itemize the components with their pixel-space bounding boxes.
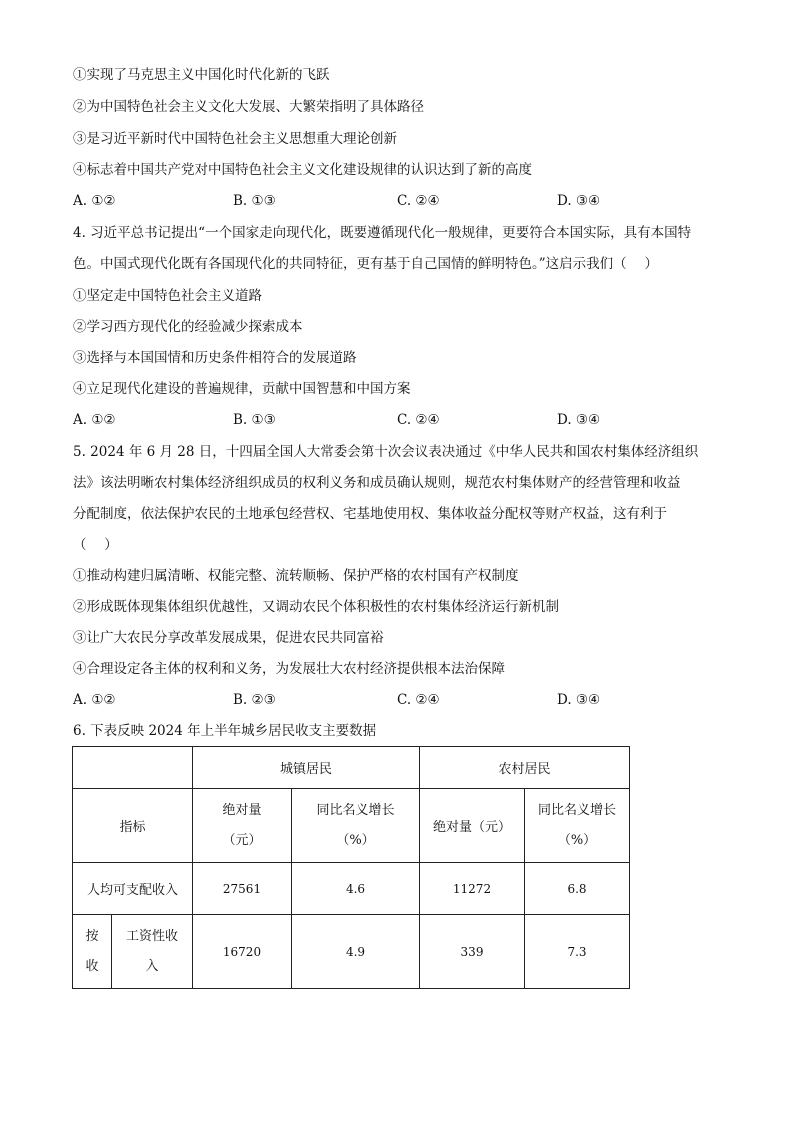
q5-stem-line-4: （ ）: [73, 537, 118, 553]
q5-item-3: ③让广大农民分享改革发展成果，促进农民共同富裕: [73, 630, 384, 646]
table-col-urban-growth: [292, 789, 420, 863]
table-col-rural-abs: 绝对量（元）: [420, 789, 525, 863]
table-sub-label-line1: 工资性收: [125, 928, 178, 944]
table-group-urban: 城镇居民: [193, 747, 420, 789]
table-col-rural-growth-line1: 同比名义增长: [537, 802, 616, 818]
table-cell-sub-label: [112, 915, 193, 989]
table-row-header-label: 指标: [73, 789, 193, 863]
table-col-rural-growth: [525, 789, 630, 863]
q4-item-4: ④立足现代化建设的普遍规律，贡献中国智慧和中国方案: [73, 381, 411, 397]
table-cell-urban-abs: 27561: [193, 863, 292, 915]
table-cell-group-by-income: [73, 915, 112, 989]
q6-stem: 6. 下表反映 2024 年上半年城乡居民收支主要数据: [73, 723, 377, 739]
table-cell-rural-growth: 7.3: [525, 915, 630, 989]
q3-item-4: ④标志着中国共产党对中国特色社会主义文化建设规律的认识达到了新的高度: [73, 162, 532, 178]
table-sub-label-line2: 入: [145, 958, 159, 974]
table-col-urban-abs-line1: 绝对量: [222, 802, 262, 818]
table-col-urban-abs: [193, 789, 292, 863]
q4-stem-line-1: 4. 习近平总书记提出“一个国家走向现代化，既要遵循现代化一般规律，更要符合本国实际，具有本国特: [73, 225, 692, 241]
table-cell-urban-abs: 16720: [193, 915, 292, 989]
q3-item-3: ③是习近平新时代中国特色社会主义思想重大理论创新: [73, 131, 397, 147]
q5-option-a: A. ①②: [73, 692, 116, 708]
q3-option-b: B. ①③: [233, 193, 276, 209]
q5-stem-line-2: 法》该法明晰农村集体经济组织成员的权利义务和成员确认规则，规范农村集体财产的经营管理和收益: [73, 475, 681, 491]
table-cell-label: 人均可支配收入: [73, 863, 193, 915]
q5-option-d: D. ③④: [557, 692, 601, 708]
q5-item-2: ②形成既体现集体组织优越性，又调动农民个体积极性的农村集体经济运行新机制: [73, 599, 559, 615]
table-cell-rural-abs: 339: [420, 915, 525, 989]
income-table: [72, 746, 630, 989]
q4-option-a: A. ①②: [73, 412, 116, 428]
q5-item-1: ①推动构建归属清晰、权能完整、流转顺畅、保护严格的农村国有产权制度: [73, 568, 519, 584]
table-col-rural-growth-line2: （%）: [557, 832, 597, 848]
table-corner-cell: [73, 747, 193, 789]
q3-item-1: ①实现了马克思主义中国化时代化新的飞跃: [73, 67, 330, 83]
table-group-rural: 农村居民: [420, 747, 630, 789]
q5-stem-line-3: 分配制度，依法保护农民的土地承包经营权、宅基地使用权、集体收益分配权等财产权益，这有利于: [73, 506, 667, 522]
q3-option-a: A. ①②: [73, 193, 116, 209]
table-header-row-groups: [73, 747, 630, 789]
table-col-urban-abs-line2: （元）: [222, 832, 262, 848]
q3-item-2: ②为中国特色社会主义文化大发展、大繁荣指明了具体路径: [73, 99, 424, 115]
table-cell-urban-growth: 4.6: [292, 863, 420, 915]
table-row: [73, 915, 630, 989]
q4-stem-line-2: 色。中国式现代化既有各国现代化的共同特征，更有基于自己国情的鲜明特色。”这启示我们（ ）: [73, 256, 658, 272]
table-group-char-2: 收: [85, 958, 99, 974]
q4-option-d: D. ③④: [557, 412, 601, 428]
table-group-char-1: 按: [85, 928, 99, 944]
table-cell-rural-growth: 6.8: [525, 863, 630, 915]
q3-option-c: C. ②④: [397, 193, 440, 209]
q5-option-c: C. ②④: [397, 692, 440, 708]
q5-item-4: ④合理设定各主体的权利和义务，为发展壮大农村经济提供根本法治保障: [73, 661, 505, 677]
table-cell-urban-growth: 4.9: [292, 915, 420, 989]
q4-item-3: ③选择与本国国情和历史条件相符合的发展道路: [73, 350, 357, 366]
table-col-urban-growth-line1: 同比名义增长: [316, 802, 395, 818]
q4-item-2: ②学习西方现代化的经验减少探索成本: [73, 319, 303, 335]
table-cell-rural-abs: 11272: [420, 863, 525, 915]
table-header-row-columns: [73, 789, 630, 863]
q3-option-d: D. ③④: [557, 193, 601, 209]
q5-option-b: B. ②③: [233, 692, 276, 708]
table-row: [73, 863, 630, 915]
q4-option-b: B. ①③: [233, 412, 276, 428]
q4-option-c: C. ②④: [397, 412, 440, 428]
table-col-urban-growth-line2: （%）: [336, 832, 375, 848]
q5-stem-line-1: 5. 2024 年 6 月 28 日，十四届全国人大常委会第十次会议表决通过《中华人民共和国农村集体经济组织: [73, 444, 699, 460]
q4-item-1: ①坚定走中国特色社会主义道路: [73, 288, 262, 304]
